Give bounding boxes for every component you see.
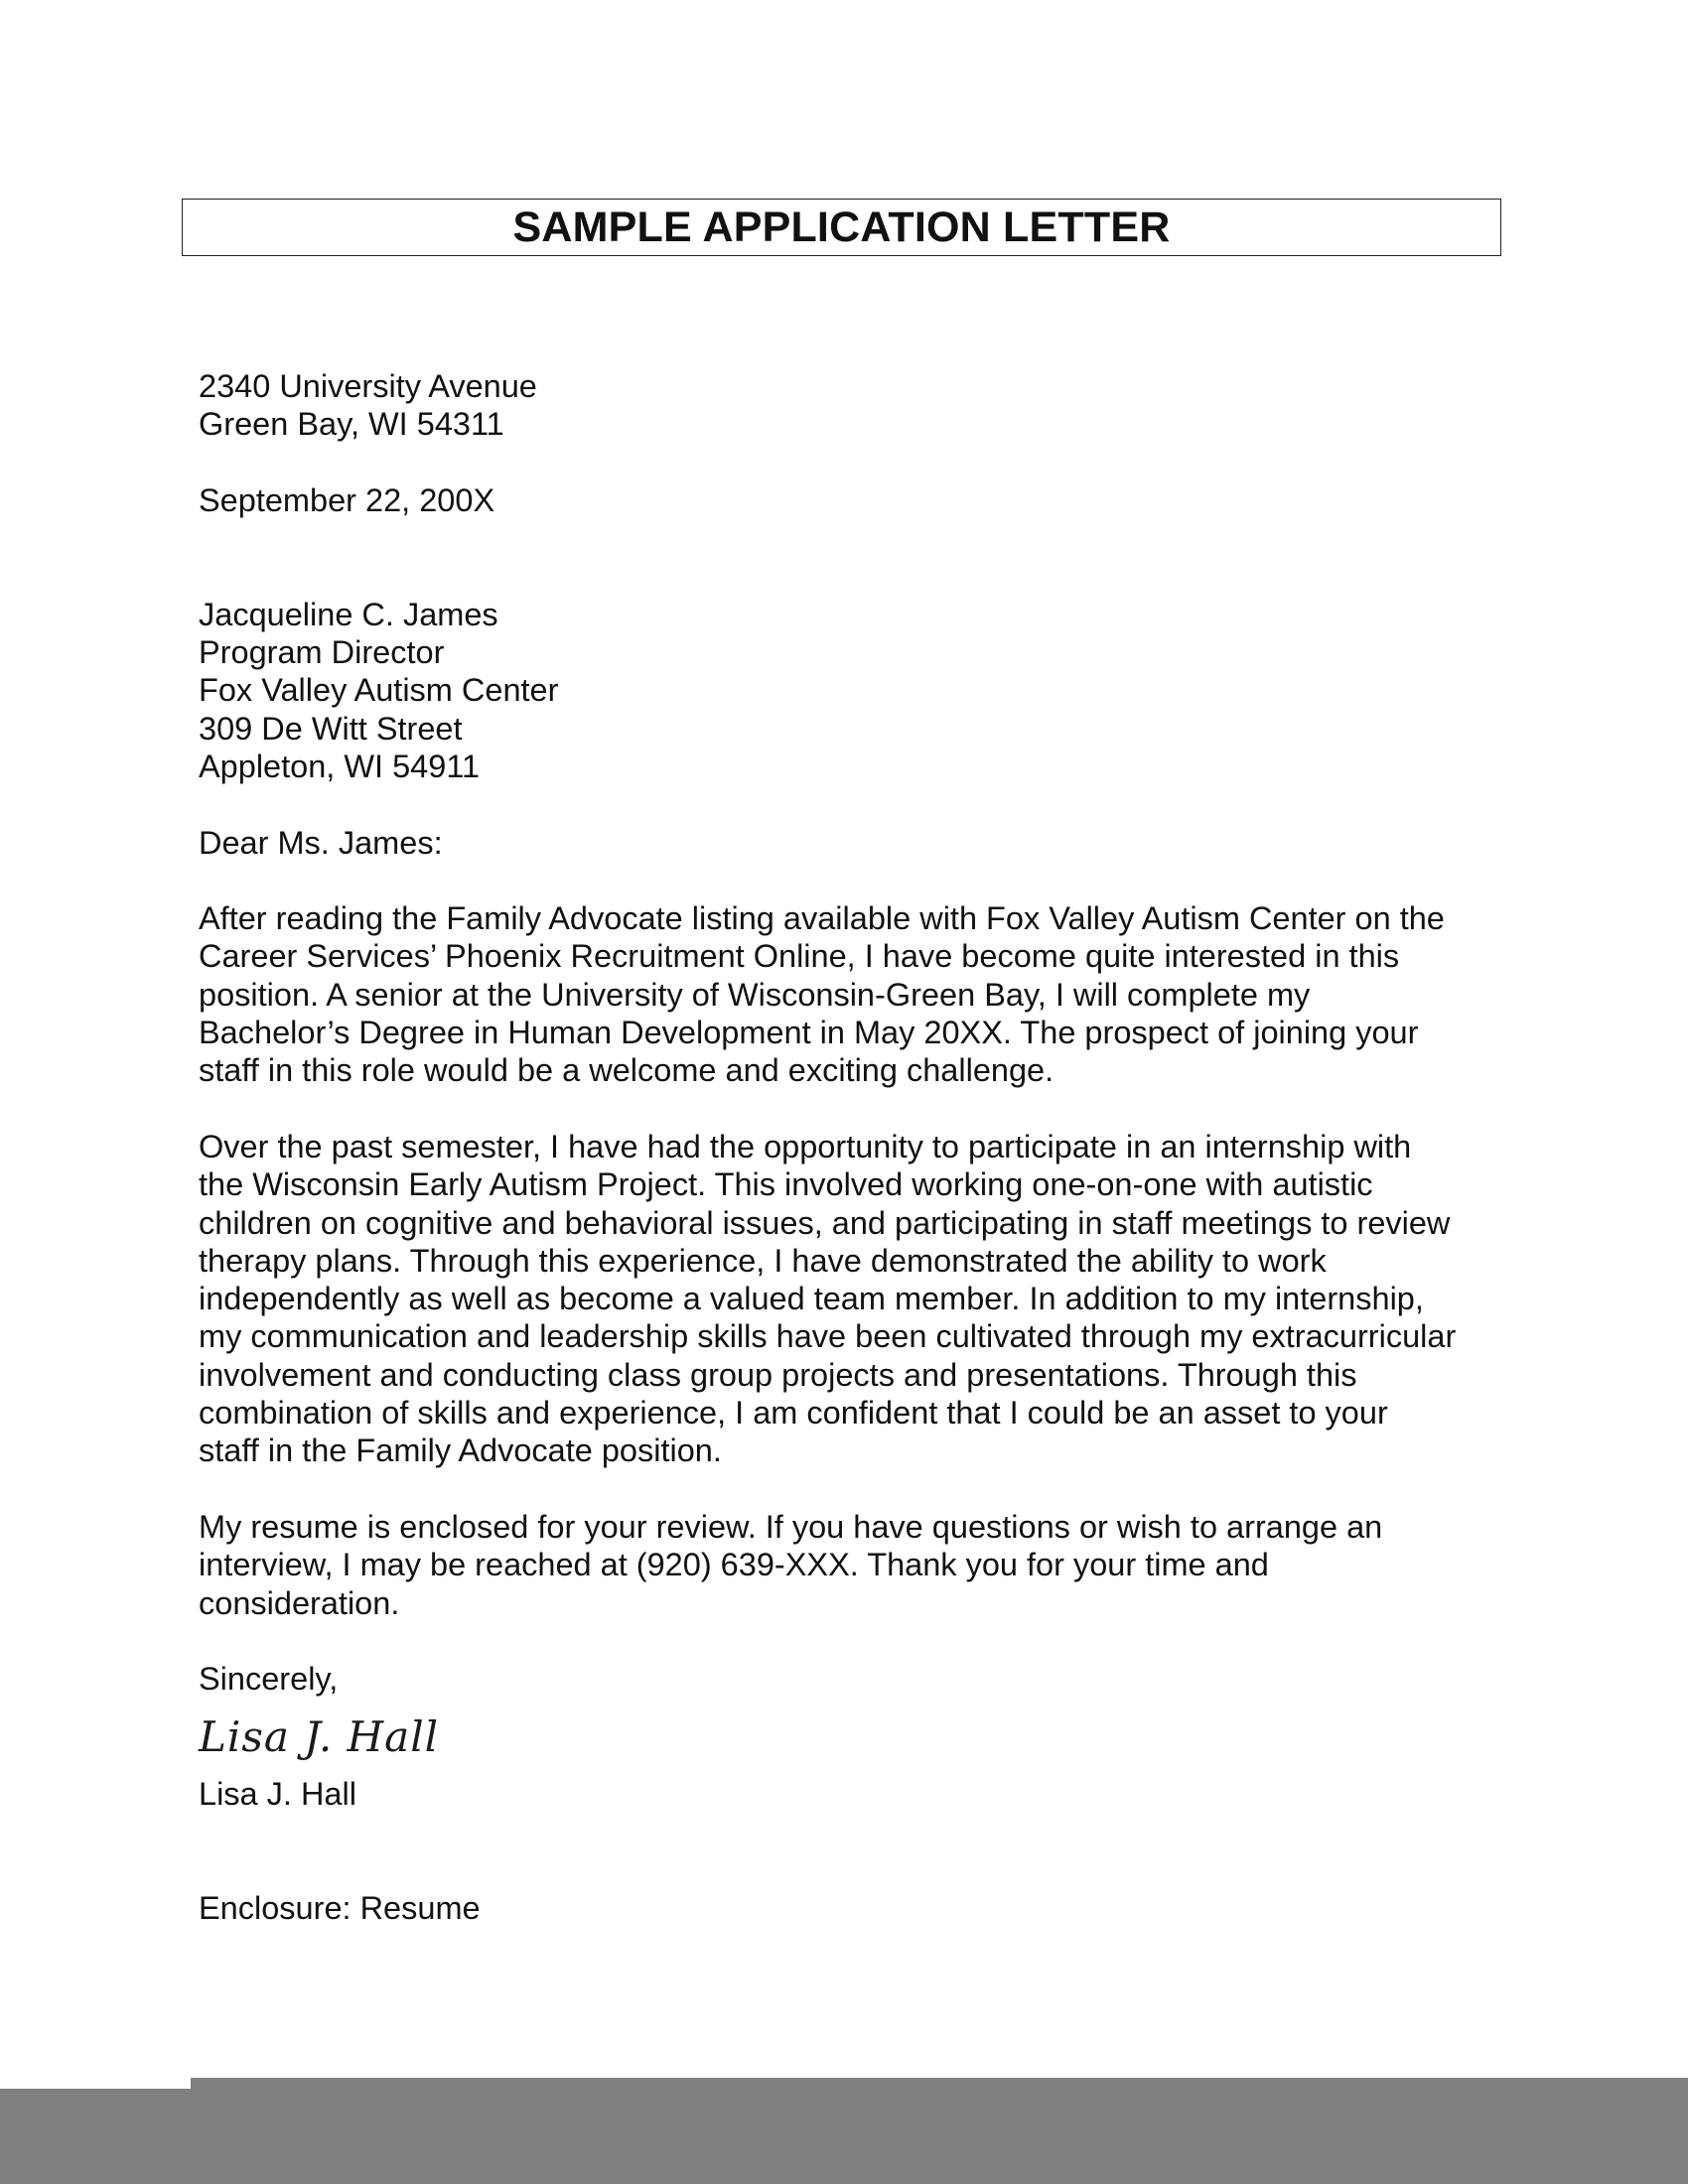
paragraph-line: combination of skills and experience, I am confident that I could be an asset to your	[199, 1395, 1388, 1432]
sender-address	[199, 367, 1509, 444]
paragraph-1	[199, 899, 1509, 1089]
recipient-name: Jacqueline C. James	[199, 596, 498, 632]
sender-city: Green Bay, WI 54311	[199, 406, 504, 443]
sender-street: 2340 University Avenue	[199, 368, 537, 404]
letter-body	[199, 367, 1509, 1928]
recipient-city: Appleton, WI 54911	[199, 748, 481, 784]
paragraph-line: independently as well as become a valued team member. In addition to my internship,	[199, 1281, 1424, 1317]
paragraph-line: involvement and conducting class group projects and presentations. Through this	[199, 1356, 1357, 1393]
paragraph-line: consideration.	[199, 1584, 400, 1621]
title-box	[182, 199, 1501, 256]
paragraph-line: staff in this role would be a welcome and exciting challenge.	[199, 1052, 1055, 1089]
page-title: SAMPLE APPLICATION LETTER	[512, 203, 1171, 251]
handwritten-signature: Lisa J. Hall	[199, 1712, 440, 1762]
paragraph-line: After reading the Family Advocate listing available with Fox Valley Autism Center on the	[199, 900, 1445, 937]
typed-name: Lisa J. Hall	[199, 1776, 356, 1813]
paragraph-line: therapy plans. Through this experience, I have demonstrated the ability to work	[199, 1242, 1327, 1279]
paragraph-2	[199, 1128, 1509, 1470]
paragraph-line: children on cognitive and behavioral issues, and participating in staff meetings to review	[199, 1204, 1451, 1241]
footer-bar	[191, 2078, 1688, 2184]
paragraph-3	[199, 1508, 1509, 1622]
paragraph-line: position. A senior at the University of Wisconsin-Green Bay, I will complete my	[199, 976, 1311, 1013]
recipient-title: Program Director	[199, 634, 445, 671]
recipient-organization: Fox Valley Autism Center	[199, 672, 559, 709]
paragraph-line: Over the past semester, I have had the opportunity to participate in an internship with	[199, 1128, 1412, 1164]
paragraph-line: Bachelor’s Degree in Human Development in May 20XX. The prospect of joining your	[199, 1015, 1419, 1051]
paragraph-line: Career Services’ Phoenix Recruitment Online, I have become quite interested in this	[199, 938, 1400, 975]
recipient-street: 309 De Witt Street	[199, 710, 463, 747]
footer-bar-left	[0, 2089, 191, 2184]
paragraph-line: my communication and leadership skills have been cultivated through my extracurricular	[199, 1318, 1457, 1355]
paragraph-line: My resume is enclosed for your review. If you have questions or wish to arrange an	[199, 1508, 1383, 1545]
paragraph-line: interview, I may be reached at (920) 639-XXX. Thank you for your time and	[199, 1547, 1269, 1583]
closing: Sincerely,	[199, 1661, 339, 1698]
paragraph-line: the Wisconsin Early Autism Project. This involved working one-on-one with autistic	[199, 1166, 1373, 1203]
letter-date: September 22, 200X	[199, 481, 495, 518]
recipient-address	[199, 596, 1509, 785]
paragraph-line: staff in the Family Advocate position.	[199, 1433, 722, 1469]
salutation: Dear Ms. James:	[199, 824, 443, 861]
enclosure-note: Enclosure: Resume	[199, 1890, 481, 1927]
